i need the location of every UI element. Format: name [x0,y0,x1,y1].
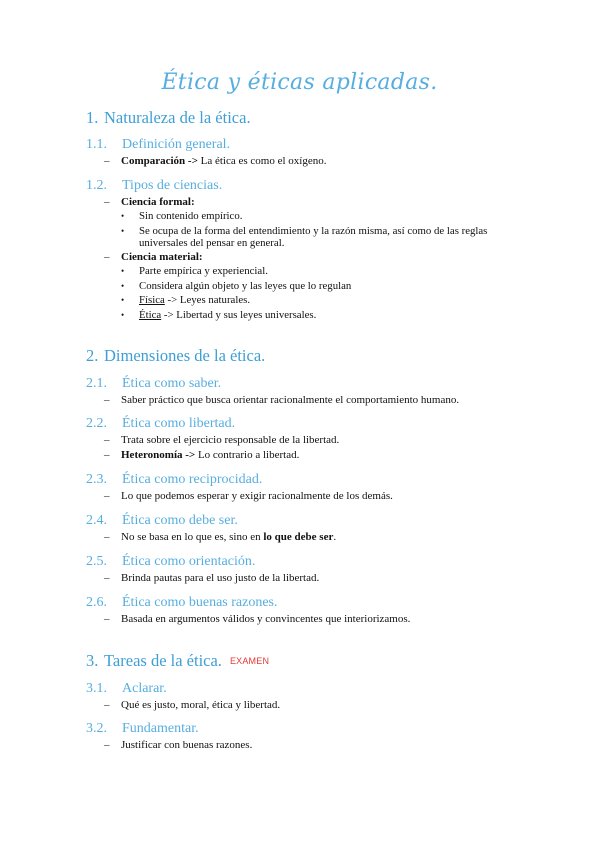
section-number: 1. [86,108,99,127]
subsection-heading-2-5: 2.5. Ética como orientación. [86,554,256,569]
subsection-heading-2-3: 2.3. Ética como reciprocidad. [86,472,263,487]
subsection-heading-2-4: 2.4. Ética como debe ser. [86,513,238,528]
subsection-heading-1-2: 1.2. Tipos de ciencias. [86,178,223,193]
subsection-heading-3-1: 3.1. Aclarar. [86,681,167,696]
section-title: Naturaleza de la ética. [104,108,251,127]
subsection-heading-2-1: 2.1. Ética como saber. [86,376,222,391]
subsection-heading-2-6: 2.6. Ética como buenas razones. [86,595,278,610]
section-heading-2: 2. Dimensiones de la ética. [86,346,266,365]
section-heading-3: 3. Tareas de la ética. EXAMEN [86,651,270,670]
exam-badge: EXAMEN [229,656,270,666]
subsection-heading-1-1: 1.1. Definición general. [86,137,231,152]
document-title: Ética y éticas aplicadas. [161,70,438,95]
subsection-heading-3-2: 3.2. Fundamentar. [86,721,199,736]
section-heading-1 [86,108,251,128]
document-page: Ética y éticas aplicadas. 1. Naturaleza de la ética. 1.1. Definición general. – Comparación -> La ética es como el oxígeno. 1.2. Tipos de ciencias. – Ciencia formal: • Sin contenido empírico. • Se ocupa de la forma del entendimiento y la razón misma, así como de las reglas universales del pensar en general. – Ciencia material: • Parte empírica y experiencial. • Considera algún objeto y las leyes que lo regulan • Física -> Leyes naturales. • Ética -> Libertad y sus leyes universales. 2. Dimensiones de la ética. 2.1. Ética como saber. – Saber práctico que busca orientar racionalmente el comportamiento humano. 2.2. Ética como libertad. – Trata sobre el ejercicio responsable de la libertad. – Heteronomía -> Lo contrario a libertad. 2.3. Ética como reciprocidad. – Lo que podemos esperar y exigir racionalmente de los demás. 2.4. Ética como debe ser. – No se basa en lo que es, sino en lo que debe ser. 2.5. Ética como orientación. – Brinda pautas para el uso justo de la libertad. 2.6. Ética como buenas razones. – Basada en argumentos válidos y convincentes que interiorizamos. 3. Tareas de la ética. EXAMEN 3.1. Aclarar. – Qué es justo, moral, ética y libertad. 3.2. Fundamentar. – Justificar con buenas razones. [0,0,599,848]
subsection-heading-2-2: 2.2. Ética como libertad. [86,416,236,431]
